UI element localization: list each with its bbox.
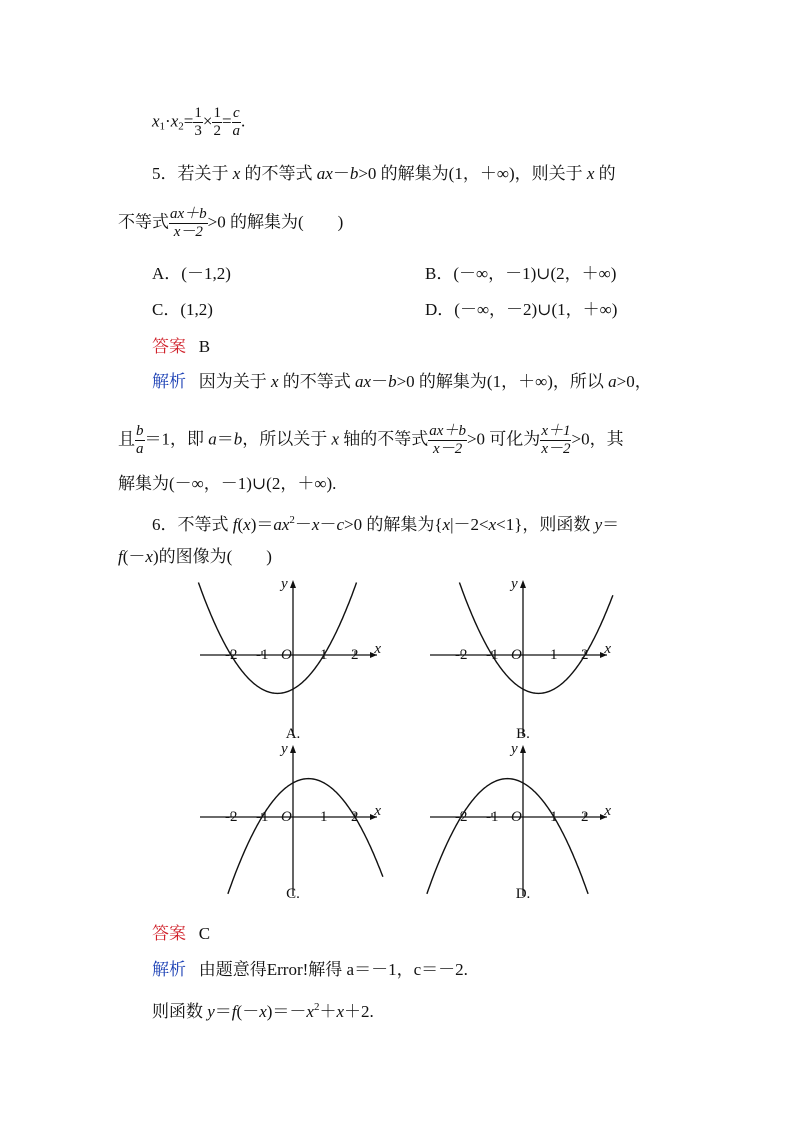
- text: ，所以关于: [242, 429, 332, 449]
- parabola-curve: [459, 583, 613, 694]
- var: x: [145, 547, 153, 566]
- frac-den: x－2: [428, 440, 467, 458]
- frac-num: 1: [194, 105, 202, 121]
- var: x: [488, 515, 497, 534]
- text: >0 的解集为(1，＋∞)，则关于: [358, 164, 587, 183]
- graph-d-svg: [425, 735, 610, 900]
- q5-analysis-line2: [118, 423, 624, 458]
- analysis-label: 解析: [152, 960, 186, 979]
- analysis-label: 解析: [152, 372, 186, 391]
- q5-line1: [152, 164, 616, 184]
- y-axis-arrow: [520, 580, 526, 588]
- text: )的图像为( ): [152, 547, 272, 566]
- text: <1}，则函数: [496, 515, 595, 534]
- frac-c-over-a: [232, 105, 242, 140]
- x-tick-label: O: [281, 647, 292, 663]
- x-tick-label: -2: [455, 809, 468, 825]
- text: (－: [122, 547, 146, 566]
- text: 6．不等式: [152, 515, 233, 534]
- var: y: [594, 515, 603, 534]
- q6-line2: [118, 547, 272, 567]
- times: ×: [202, 111, 213, 131]
- graph-c-svg: [195, 735, 380, 900]
- text: )＝－: [266, 1002, 307, 1021]
- period: .: [241, 111, 246, 131]
- var: x: [243, 515, 251, 534]
- text: 的: [594, 164, 616, 183]
- parabola-curve: [427, 779, 588, 894]
- q5-option-c: C．(1,2): [152, 300, 213, 319]
- var: c: [336, 515, 345, 534]
- top-formula: [152, 105, 245, 140]
- frac-den: 3: [194, 123, 202, 139]
- x-tick-label: 1: [320, 809, 328, 825]
- var: ax: [273, 515, 290, 534]
- x-tick-label: -2: [455, 647, 468, 663]
- x2-var: x: [170, 111, 179, 131]
- var: y: [207, 1002, 215, 1021]
- q5-analysis-line1: [152, 372, 652, 392]
- answer-label: 答案: [152, 337, 186, 356]
- text: (: [237, 515, 244, 534]
- var: x: [271, 372, 279, 391]
- y-axis-label: y: [281, 576, 288, 592]
- var: x: [442, 515, 451, 534]
- q5-option-b: B．(－∞，－1)∪(2，＋∞): [425, 264, 617, 283]
- q6-analysis-line2: [152, 997, 374, 1022]
- text: ＝: [602, 515, 620, 534]
- x-tick-label: O: [511, 809, 522, 825]
- var: x: [586, 164, 595, 183]
- text: >0，其: [571, 429, 624, 449]
- text: >0 的解集为(1，＋∞)，所以: [396, 372, 609, 391]
- text: >0 的解集为{: [344, 515, 443, 534]
- q5-option-d: D．(－∞，－2)∪(1，＋∞): [425, 300, 618, 319]
- dot: ·: [165, 111, 171, 131]
- y-axis-label: y: [281, 741, 288, 757]
- answer-value: B: [198, 337, 211, 356]
- text: 因为关于: [198, 372, 271, 391]
- text: >0 可化为: [466, 429, 541, 449]
- x-tick-label: O: [281, 809, 292, 825]
- y-axis-arrow: [520, 745, 526, 753]
- y-axis-label: y: [511, 741, 518, 757]
- var: x: [232, 164, 241, 183]
- graph-b-svg: [425, 570, 610, 740]
- x-tick-label: -2: [225, 809, 238, 825]
- text: ＋2.: [344, 1002, 374, 1021]
- y-axis-arrow: [290, 580, 296, 588]
- var: a: [608, 372, 617, 391]
- answer-value: C: [198, 924, 211, 943]
- frac-den: a: [232, 123, 241, 139]
- text: －: [371, 372, 389, 391]
- graph-a-svg: [195, 570, 380, 740]
- text: 轴的不等式: [339, 429, 429, 449]
- q5-fraction: [169, 206, 208, 241]
- frac-num: x＋1: [541, 423, 571, 439]
- graph-caption: B.: [516, 726, 530, 742]
- x-tick-label: -1: [486, 809, 499, 825]
- text: |－2<: [450, 515, 489, 534]
- text: 的不等式: [240, 164, 317, 183]
- frac-num: 1: [213, 105, 221, 121]
- parabola-curve: [198, 583, 356, 694]
- text: >0 的解集为( ): [207, 212, 344, 232]
- x1-sub: 1: [159, 120, 166, 133]
- var: x: [311, 515, 320, 534]
- frac-num: ax＋b: [170, 206, 207, 222]
- exponent: 2: [313, 1001, 320, 1013]
- var: f: [231, 1002, 237, 1021]
- x-tick-label: -1: [256, 809, 269, 825]
- frac-num: c: [232, 105, 240, 121]
- text: 5．若关于: [152, 164, 233, 183]
- x-tick-label: 1: [550, 809, 558, 825]
- parabola-curve: [228, 779, 383, 894]
- frac-den: x－2: [169, 223, 208, 241]
- text: ＝1，即: [144, 429, 209, 449]
- graph-a: [195, 570, 380, 740]
- var: f: [232, 515, 238, 534]
- graph-d: [425, 735, 610, 900]
- x-tick-label: 2: [351, 809, 359, 825]
- q6-analysis-line1: [152, 960, 468, 980]
- x-axis-label: x: [604, 641, 611, 657]
- q5-analysis-line3: 解集为(－∞，－1)∪(2，＋∞).: [118, 474, 337, 493]
- frac-num: b: [136, 423, 144, 439]
- text: (－: [236, 1002, 260, 1021]
- graph-b: [425, 570, 610, 740]
- var: ax: [316, 164, 333, 183]
- var: b: [349, 164, 359, 183]
- y-axis-label: y: [511, 576, 518, 592]
- x2-sub: 2: [178, 120, 184, 133]
- frac-den: x－2: [541, 441, 571, 457]
- x-tick-label: 1: [320, 647, 328, 663]
- q5-answer: [152, 337, 210, 357]
- var: x: [336, 1002, 345, 1021]
- text: －: [294, 515, 312, 534]
- exponent: 2: [289, 514, 295, 526]
- x1-var: x: [152, 111, 160, 131]
- text: 且: [118, 429, 135, 449]
- eq2: =: [221, 111, 232, 131]
- frac-one-third: [193, 105, 203, 140]
- text: 则函数: [152, 1002, 208, 1021]
- text: )＝: [250, 515, 274, 534]
- frac-den: a: [136, 441, 144, 457]
- x-tick-label: 2: [351, 647, 359, 663]
- text: 不等式: [118, 212, 169, 232]
- frac-x1-over-x2: [540, 423, 571, 458]
- x-tick-label: 2: [581, 647, 589, 663]
- var: x: [331, 429, 340, 449]
- eq1: =: [183, 111, 194, 131]
- graph-c: [195, 735, 380, 900]
- var: b: [233, 429, 243, 449]
- x-tick-label: 2: [581, 809, 589, 825]
- var: x: [259, 1002, 267, 1021]
- x-tick-label: O: [511, 647, 522, 663]
- text: 由题意得Error!解得 a＝－1，c＝－2.: [198, 960, 468, 979]
- y-axis-arrow: [290, 745, 296, 753]
- q5-option-a: A．(－1,2): [152, 264, 231, 283]
- x-tick-label: 1: [550, 647, 558, 663]
- var: ax: [355, 372, 372, 391]
- x-tick-label: -1: [486, 647, 499, 663]
- frac-one-half: [212, 105, 222, 140]
- text: ＋: [319, 1002, 337, 1021]
- x-axis-label: x: [374, 641, 381, 657]
- frac-den: 2: [213, 123, 221, 139]
- graph-caption: C.: [286, 886, 300, 902]
- var: f: [118, 547, 123, 566]
- answer-label: 答案: [152, 924, 186, 943]
- graph-caption: D.: [515, 886, 531, 902]
- frac-axb-over-x2: [428, 423, 467, 458]
- text: ＝: [216, 429, 234, 449]
- text: 的不等式: [278, 372, 356, 391]
- x-tick-label: -2: [225, 647, 238, 663]
- q6-answer: [152, 924, 210, 944]
- var: b: [388, 372, 397, 391]
- text: －: [319, 515, 337, 534]
- graph-caption: A.: [285, 726, 301, 742]
- x-axis-label: x: [374, 803, 381, 819]
- frac-b-over-a: [135, 423, 145, 458]
- text: ＝: [214, 1002, 232, 1021]
- var: a: [208, 429, 217, 449]
- x-tick-label: -1: [256, 647, 269, 663]
- q6-line1: [152, 510, 619, 535]
- q5-line2: [118, 206, 343, 241]
- frac-num: ax＋b: [429, 423, 466, 439]
- text: －: [332, 164, 350, 183]
- text: >0，: [616, 372, 652, 391]
- var: x: [306, 1002, 314, 1021]
- x-axis-label: x: [604, 803, 611, 819]
